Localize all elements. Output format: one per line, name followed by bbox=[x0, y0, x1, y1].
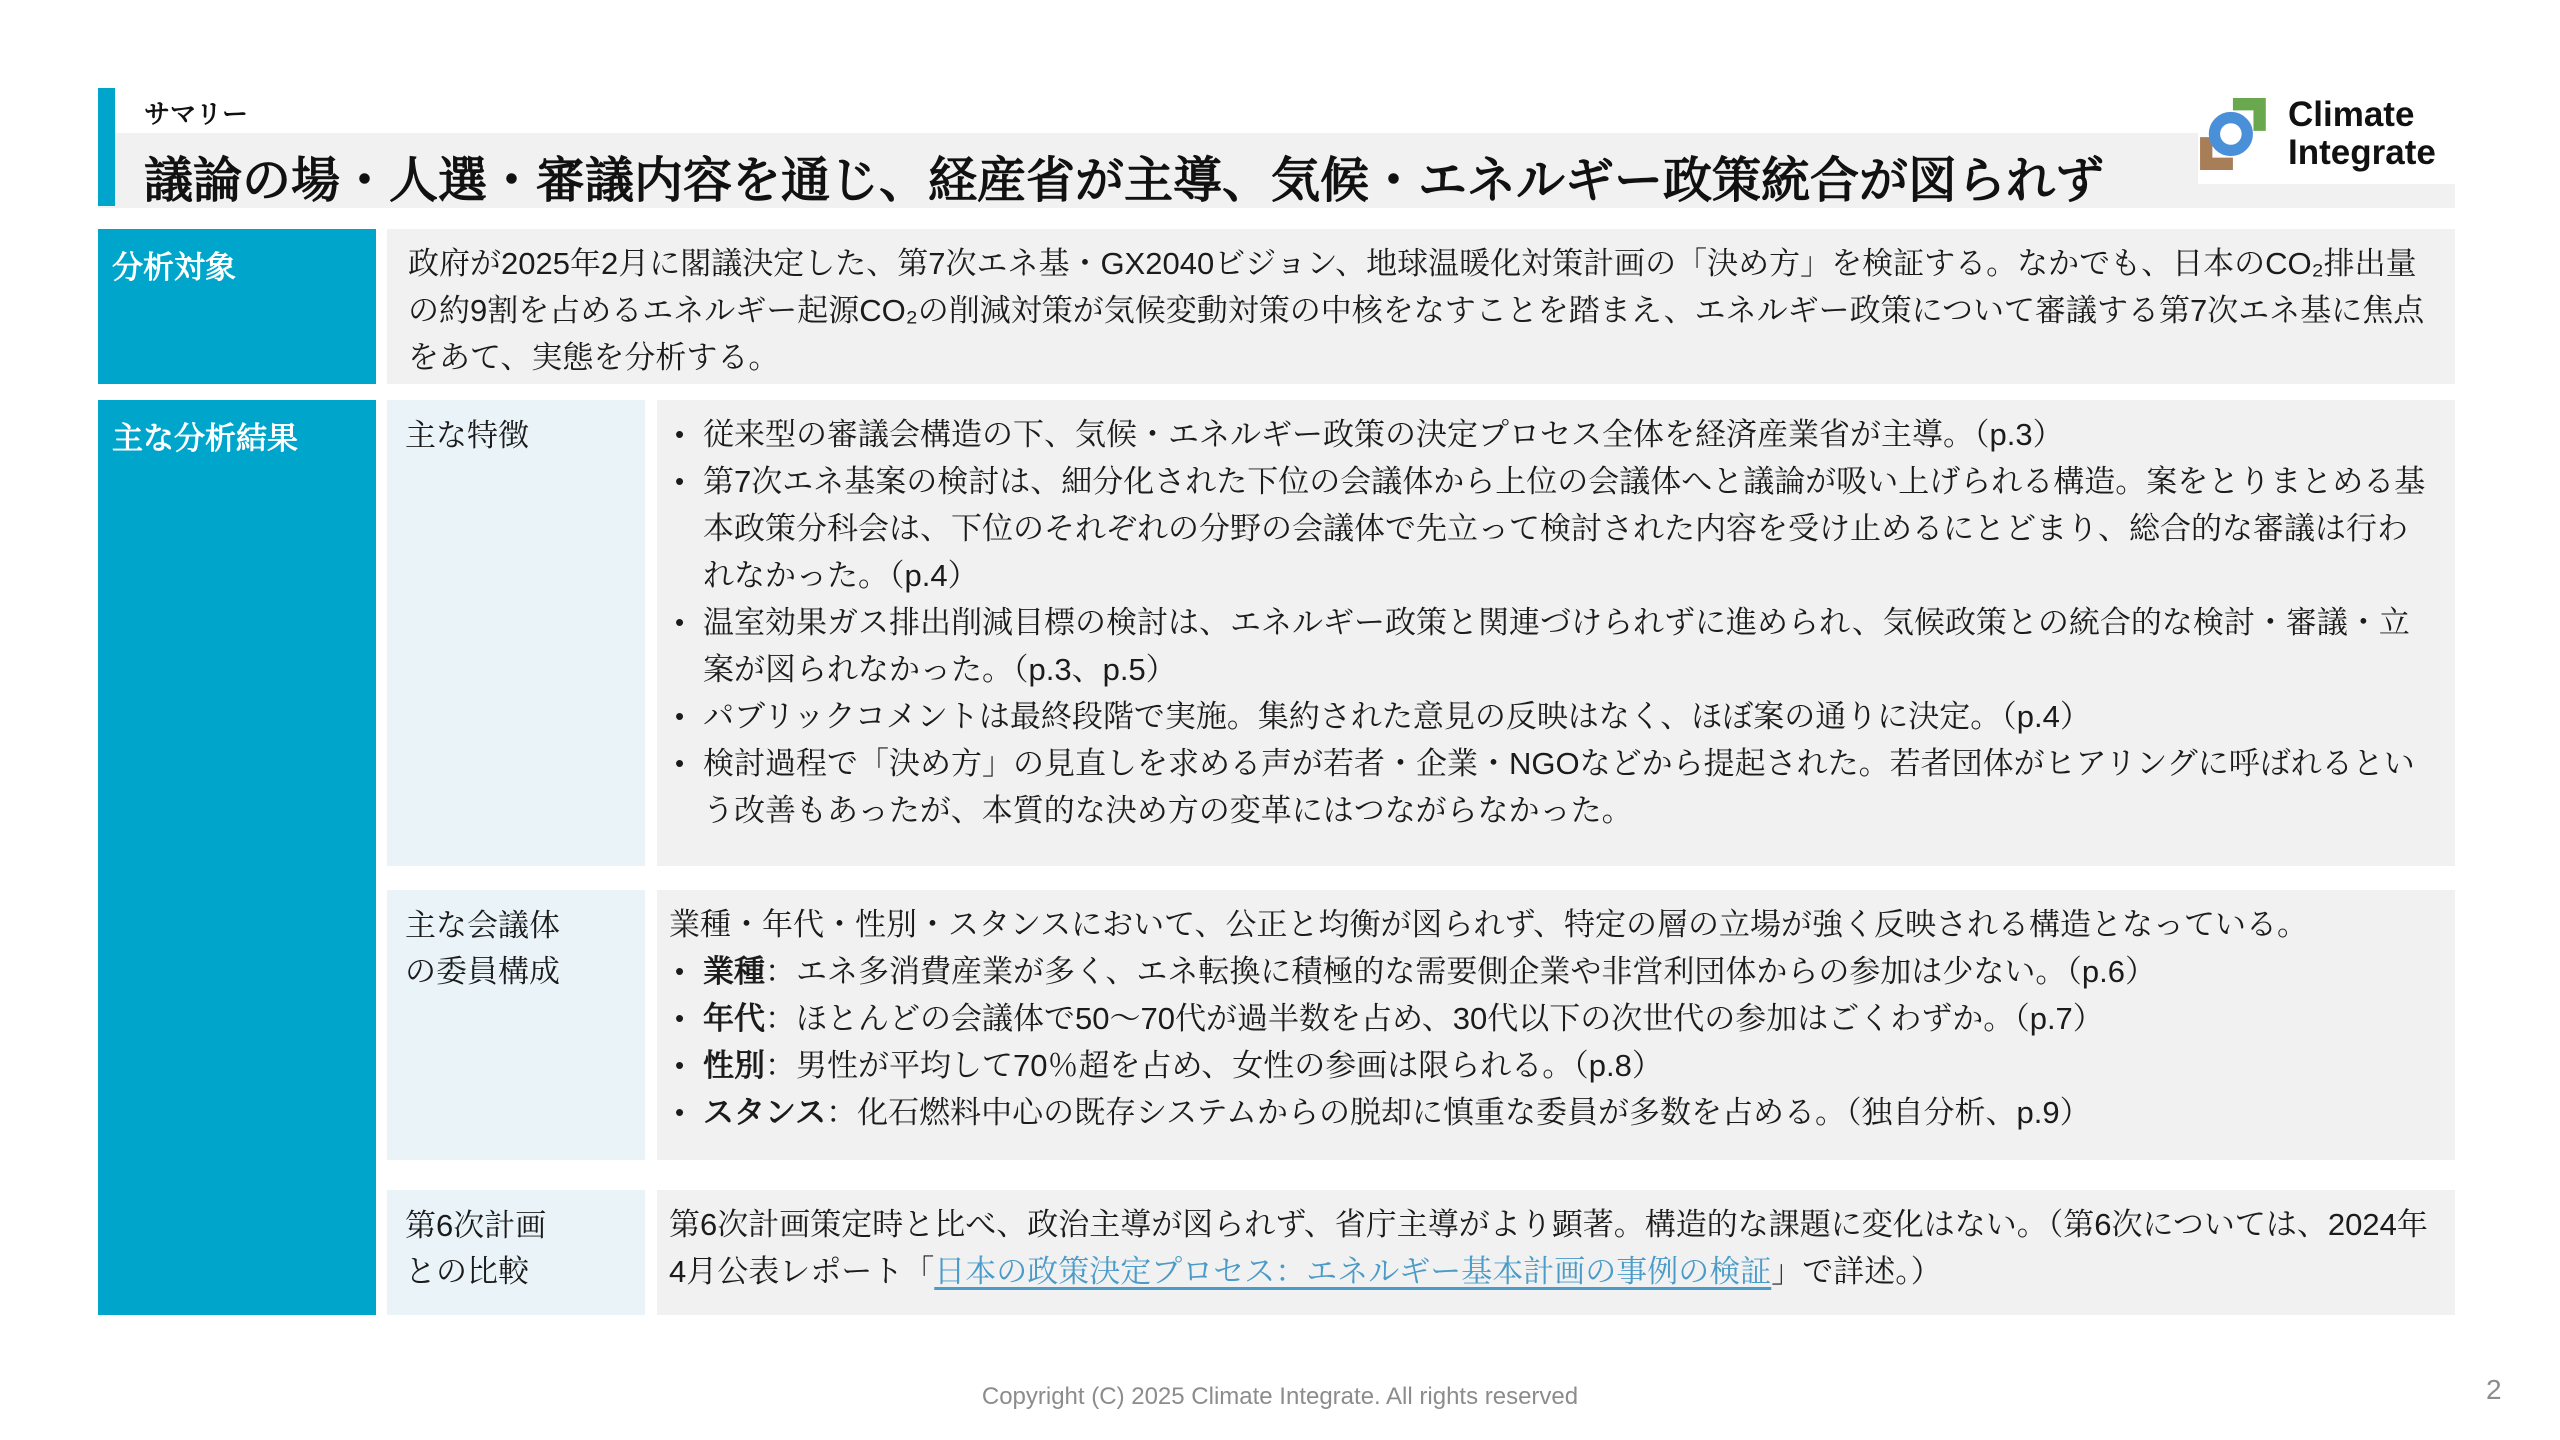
analysis-target-text: 政府が2025年2月に閣議決定した、第7次エネ基・GX2040ビジョン、地球温暖化対策計画の「決め方」を検証する。なかでも、日本のCO₂排出量の約9割を占めるエネルギー起源CO₂の削減対策が気候変動対策の中核をなすことを踏まえ、エネルギー政策について審議する第7次エネ基に焦点をあて、実態を分析する。 bbox=[387, 229, 2455, 384]
logo-mark-icon bbox=[2198, 96, 2274, 172]
eyebrow-label: サマリー bbox=[144, 99, 249, 129]
section-label-main-features bbox=[387, 400, 645, 866]
bullet-text: ：男性が平均して70％超を占め、女性の参画は限られる。（p.8） bbox=[765, 1048, 1663, 1083]
accent-bar bbox=[98, 88, 115, 206]
bullet-text: ：ほとんどの会議体で50〜70代が過半数を占め、30代以下の次世代の参加はごくわずか。（p.7） bbox=[765, 1001, 2104, 1036]
copyright-text: Copyright (C) 2025 Climate Integrate. All rights reserved bbox=[981, 1383, 1579, 1410]
comparison-text-after: 」で詳述。） bbox=[1771, 1254, 1942, 1289]
bullet-item: • 検討過程で「決め方」の見直しを求める声が若者・企業・NGOなどから提起された。若者団体がヒアリングに呼ばれるという改善もあったが、本質的な決め方の変革にはつながらなかった。 bbox=[669, 740, 2433, 834]
report-link[interactable]: 日本の政策決定プロセス：エネルギー基本計画の事例の検証 bbox=[934, 1254, 1772, 1289]
committee-intro-text: 業種・年代・性別・スタンスにおいて、公正と均衡が図られず、特定の層の立場が強く反映される構造となっている。 bbox=[669, 907, 2308, 942]
main-results-header: 主な分析結果 bbox=[98, 400, 376, 1315]
section-label-committee-composition bbox=[387, 890, 645, 1160]
bullet-text: ：エネ多消費産業が多く、エネ転換に積極的な需要側企業や非営利団体からの参加は少ない。（p.6） bbox=[765, 954, 2156, 989]
bullet-item bbox=[669, 948, 2433, 995]
bullet-item bbox=[669, 995, 2433, 1042]
climate-integrate-logo bbox=[2198, 84, 2518, 184]
bullet-item: • パブリックコメントは最終段階で実施。集約された意見の反映はなく、ほぼ案の通りに決定。（p.4） bbox=[669, 693, 2433, 740]
logo-word-line2: Integrate bbox=[2288, 133, 2436, 172]
bullet-lead: 業種 bbox=[703, 954, 765, 989]
bullet-item: • 従来型の審議会構造の下、気候・エネルギー政策の決定プロセス全体を経済産業省が主導。（p.3） bbox=[669, 411, 2433, 458]
page-number: 2 bbox=[2486, 1374, 2502, 1405]
bullet-lead: 性別 bbox=[703, 1048, 765, 1083]
bullet-item: • 温室効果ガス排出削減目標の検討は、エネルギー政策と関連づけられずに進められ、気候政策との統合的な検討・審議・立案が図られなかった。（p.3、p.5） bbox=[669, 599, 2433, 693]
bullet-lead: スタンス bbox=[703, 1095, 827, 1130]
bullet-item bbox=[669, 1042, 2433, 1089]
section-label-line: 第6次計画 bbox=[405, 1208, 547, 1243]
section-content-sixth-plan-comparison bbox=[657, 1190, 2455, 1315]
comparison-paragraph bbox=[669, 1201, 2433, 1295]
bullet-item bbox=[669, 1089, 2433, 1136]
section-label-line: 主な会議体 bbox=[405, 908, 560, 943]
logo-word-line1: Climate bbox=[2288, 95, 2415, 134]
bullet-lead: 年代 bbox=[703, 1001, 765, 1036]
section-content-main-features bbox=[657, 400, 2455, 866]
bullet-text: ：化石燃料中心の既存システムからの脱却に慎重な委員が多数を占める。（独自分析、p.9） bbox=[826, 1095, 2091, 1130]
comparison-text-before: 第6次計画策定時と比べ、政治主導が図られず、省庁主導がより顕著。構造的な課題に変化はない。（第6次については、2024年4月公表レポート「 bbox=[669, 1207, 2428, 1289]
section-label-line: の委員構成 bbox=[405, 954, 560, 989]
section-content-committee-composition bbox=[657, 890, 2455, 1160]
page-title: 議論の場・人選・審議内容を通じ、経産省が主導、気候・エネルギー政策統合が図られず bbox=[144, 154, 2105, 208]
logo-wordmark bbox=[2288, 96, 2436, 172]
section-label-line: 主な特徴 bbox=[405, 418, 529, 453]
bullet-item: • 第7次エネ基案の検討は、細分化された下位の会議体から上位の会議体へと議論が吸い上げられる構造。案をとりまとめる基本政策分科会は、下位のそれぞれの分野の会議体で先立って検討された内容を受け止めるにとどまり、総合的な審議は行われなかった。（p.4） bbox=[669, 458, 2433, 599]
section-label-sixth-plan-comparison bbox=[387, 1190, 645, 1315]
section-label-line: との比較 bbox=[405, 1254, 529, 1289]
analysis-target-header: 分析対象 bbox=[98, 229, 376, 384]
